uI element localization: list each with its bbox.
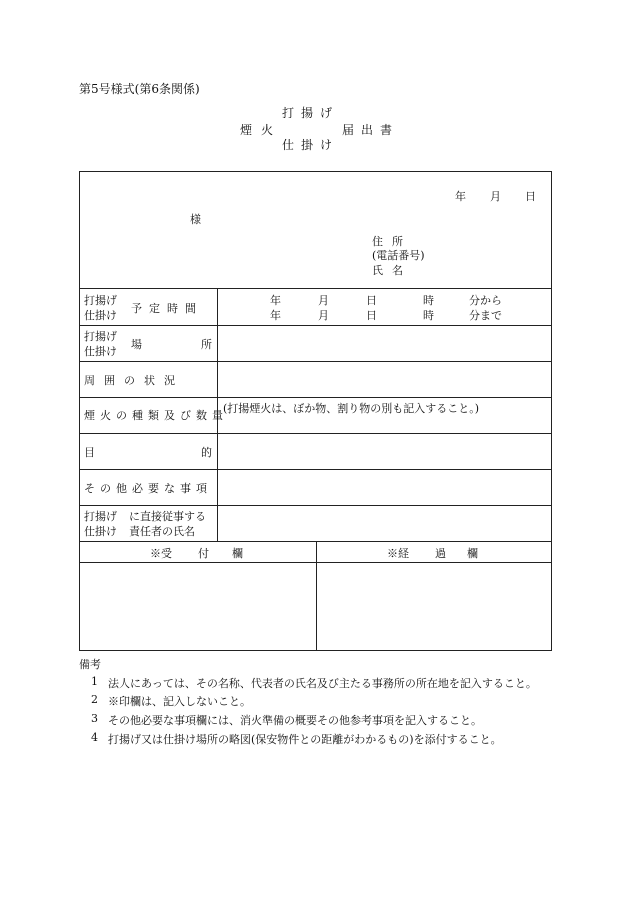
purpose-label-1: 目 <box>84 446 95 459</box>
date-day: 日 <box>525 190 536 203</box>
place-label-bottom: 仕掛け <box>84 345 117 358</box>
schedule-from-hour: 時 <box>423 294 434 307</box>
schedule-label-bottom: 仕掛け <box>84 309 117 322</box>
row-divider <box>80 288 551 289</box>
title-bottom: 仕掛け <box>282 138 340 152</box>
other-label: その他必要な事項 <box>84 482 212 495</box>
address-label: 住所 <box>372 235 412 248</box>
schedule-from-day: 日 <box>366 294 377 307</box>
surroundings-label: 周囲の状況 <box>84 374 184 387</box>
responsible-label-main-bottom: 責任者の氏名 <box>129 525 195 538</box>
fireworks-note: (打揚煙火は、ぼか物、割り物の別も記入すること。) <box>223 402 480 415</box>
schedule-to-year: 年 <box>270 309 281 322</box>
title-top: 打揚げ <box>282 106 340 120</box>
remark-text: 法人にあっては、その名称、代表者の氏名及び主たる事務所の所在地を記入すること。 <box>108 677 537 690</box>
progress-label: ※経 <box>387 547 409 560</box>
title-right: 届出書 <box>342 123 400 137</box>
reception-label-3: 欄 <box>232 547 243 560</box>
schedule-label-top: 打揚げ <box>84 294 117 307</box>
purpose-label-2: 的 <box>201 446 212 459</box>
reception-label: ※受 <box>150 547 172 560</box>
row-divider <box>80 361 551 362</box>
remark-text: その他必要な事項欄には、消火準備の概要その他参考事項を記入すること。 <box>108 714 482 727</box>
schedule-from-month: 月 <box>318 294 329 307</box>
phone-label: (電話番号) <box>372 249 425 262</box>
remark-number: 2 <box>91 693 98 706</box>
schedule-from-minute: 分から <box>469 294 502 307</box>
schedule-from-year: 年 <box>270 294 281 307</box>
schedule-to-minute: 分まで <box>469 309 502 322</box>
progress-label-3: 欄 <box>467 547 478 560</box>
fireworks-label: 煙火の種類及び数量 <box>84 409 228 422</box>
schedule-to-hour: 時 <box>423 309 434 322</box>
progress-label-2: 過 <box>435 547 446 560</box>
row-divider <box>80 397 551 398</box>
schedule-label-main: 予定時間 <box>131 302 203 315</box>
schedule-to-day: 日 <box>366 309 377 322</box>
place-label-main-1: 場 <box>131 338 142 351</box>
responsible-label-main-top: に直接従事する <box>129 510 206 523</box>
remark-text: 打揚げ又は仕掛け場所の略図(保安物件との距離がわかるもの)を添付すること。 <box>108 733 502 746</box>
remark-text: ※印欄は、記入しないこと。 <box>108 695 251 708</box>
reception-label-2: 付 <box>198 547 209 560</box>
place-label-main-2: 所 <box>201 338 212 351</box>
title-left: 煙火 <box>240 123 283 137</box>
remarks-heading: 備考 <box>79 658 101 671</box>
responsible-label-bottom: 仕掛け <box>84 525 117 538</box>
remark-number: 1 <box>91 675 98 688</box>
column-divider <box>316 541 317 650</box>
date-year: 年 <box>455 190 466 203</box>
schedule-to-month: 月 <box>318 309 329 322</box>
name-label: 氏名 <box>372 264 412 277</box>
place-label-top: 打揚げ <box>84 330 117 343</box>
row-divider <box>80 469 551 470</box>
date-month: 月 <box>490 190 501 203</box>
responsible-label-top: 打揚げ <box>84 510 117 523</box>
row-divider <box>80 433 551 434</box>
remark-number: 4 <box>91 731 98 744</box>
addressee-suffix: 様 <box>190 213 201 226</box>
remark-number: 3 <box>91 712 98 725</box>
row-divider <box>80 325 551 326</box>
row-divider <box>80 505 551 506</box>
form-number: 第5号様式(第6条関係) <box>79 82 200 96</box>
